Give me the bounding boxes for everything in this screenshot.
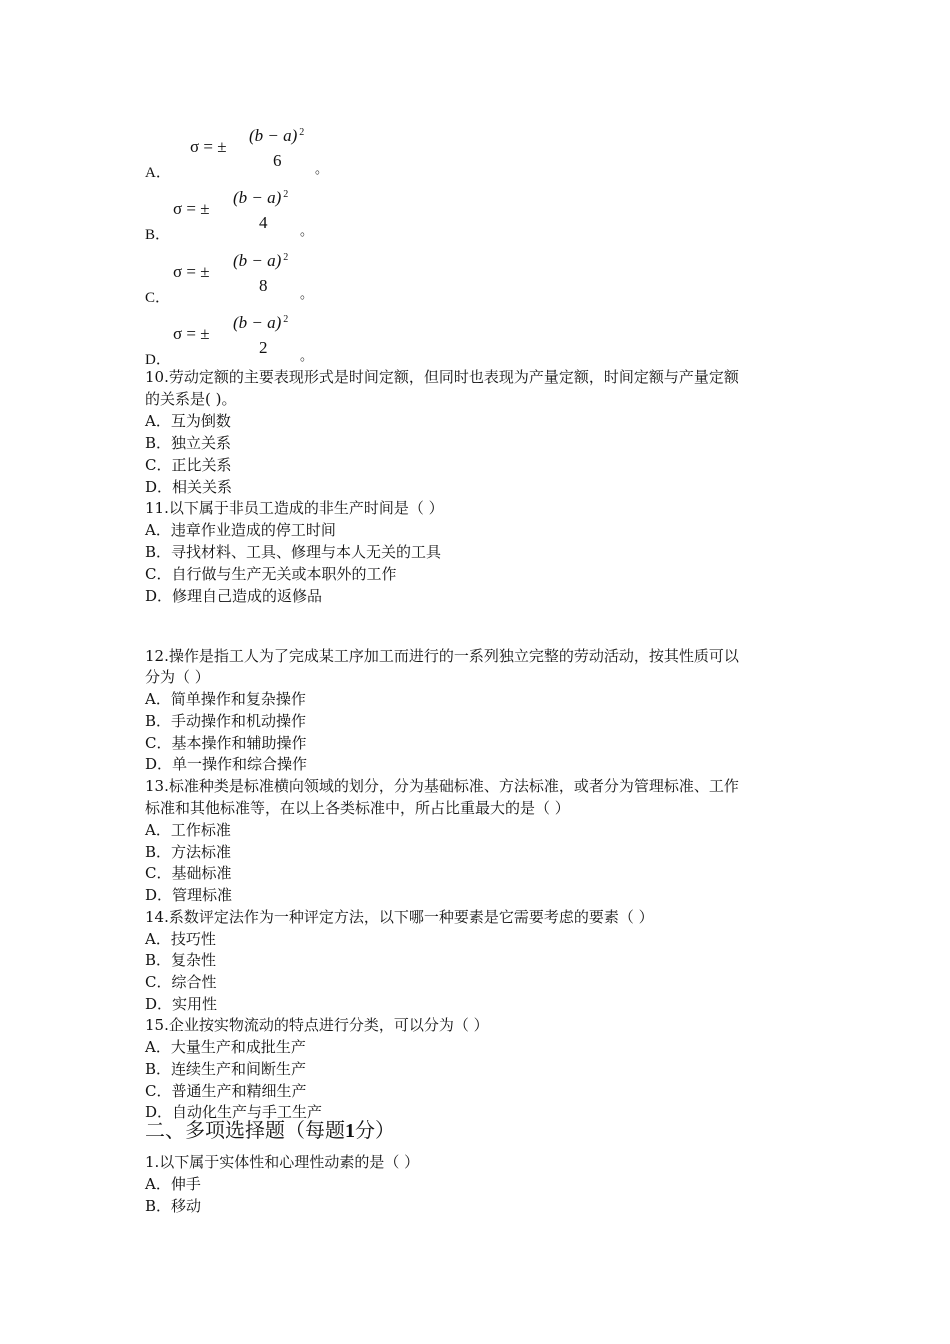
- question-12-stem: 12.操作是指工人为了完成某工序加工而进行的一系列独立完整的劳动活动，按其性质可以: [145, 647, 739, 665]
- option-c: C．基础标准: [145, 864, 232, 882]
- option-c: C．普通生产和精细生产: [145, 1082, 307, 1100]
- question-12-stem-cont: 分为（ ）: [145, 668, 210, 686]
- option-b: B．独立关系: [145, 434, 232, 452]
- option-d: D．管理标准: [145, 886, 233, 904]
- option-a: A．工作标准: [145, 821, 231, 839]
- formula-option-a: [145, 120, 445, 182]
- option-a: A．伸手: [145, 1175, 201, 1193]
- option-letter: B．: [145, 227, 171, 243]
- option-a: A．大量生产和成批生产: [145, 1038, 306, 1056]
- formula-end-mark: 。: [300, 223, 314, 238]
- option-a: A．互为倒数: [145, 412, 231, 430]
- question-10-stem-cont: 的关系是( )。: [145, 390, 237, 408]
- question-15-stem: 15.企业按实物流动的特点进行分类，可以分为（ ）: [145, 1016, 489, 1034]
- formula-denominator: 4: [259, 213, 268, 232]
- question-14-stem: 14.系数评定法作为一种评定方法，以下哪一种要素是它需要考虑的要素（ ）: [145, 908, 654, 926]
- option-c: C．综合性: [145, 973, 217, 991]
- question-10-stem: 10.劳动定额的主要表现形式是时间定额，但同时也表现为产量定额，时间定额与产量定额: [145, 368, 739, 386]
- formula-denominator: 8: [259, 276, 268, 295]
- option-b: B．手动操作和机动操作: [145, 712, 307, 730]
- formula-end-mark: 。: [315, 161, 329, 176]
- option-b: B．复杂性: [145, 951, 217, 969]
- option-a: A．简单操作和复杂操作: [145, 690, 306, 708]
- formula-option-c: [145, 245, 445, 307]
- option-c: C．自行做与生产无关或本职外的工作: [145, 565, 397, 583]
- formula-option-b: [145, 182, 445, 244]
- question-11-stem: 11.以下属于非员工造成的非生产时间是（ ）: [145, 499, 444, 517]
- section-heading: 二、多项选择题（每题1分）: [145, 1118, 395, 1142]
- option-c: C．基本操作和辅助操作: [145, 734, 307, 752]
- option-b: B．连续生产和间断生产: [145, 1060, 307, 1078]
- formula-lhs: σ = ±: [173, 262, 210, 281]
- formula-numerator: (b − a) $^2$: [233, 251, 289, 270]
- formula-end-mark: 。: [300, 286, 314, 301]
- option-letter: C．: [145, 290, 171, 306]
- formula-denominator: 6: [273, 151, 282, 170]
- formula-denominator: 2: [259, 338, 268, 357]
- formula-numerator: (b − a) $^2$: [233, 188, 289, 207]
- option-d: D．相关关系: [145, 478, 233, 496]
- formula-lhs: σ = ±: [190, 137, 227, 156]
- question-13-stem: 13.标准种类是标准横向领域的划分，分为基础标准、方法标准，或者分为管理标准、工作: [145, 777, 739, 795]
- formula-lhs: σ = ±: [173, 324, 210, 343]
- option-d: D．实用性: [145, 995, 218, 1013]
- formula-end-mark: 。: [300, 348, 314, 363]
- option-d: D．单一操作和综合操作: [145, 755, 308, 773]
- multi-question-1-stem: 1.以下属于实体性和心理性动素的是（ ）: [145, 1153, 420, 1171]
- option-a: A．违章作业造成的停工时间: [145, 521, 336, 539]
- option-c: C．正比关系: [145, 456, 232, 474]
- option-b: B．方法标准: [145, 843, 232, 861]
- option-d: D．修理自己造成的返修品: [145, 587, 323, 605]
- option-d: D．自动化生产与手工生产: [145, 1103, 323, 1121]
- option-letter: D．: [145, 352, 171, 368]
- formula-numerator: (b − a) $^2$: [249, 126, 305, 145]
- option-a: A．技巧性: [145, 930, 216, 948]
- formula-option-d: [145, 307, 445, 369]
- option-letter: A．: [145, 165, 171, 181]
- formula-numerator: (b − a) $^2$: [233, 313, 289, 332]
- option-b: B．寻找材料、工具、修理与本人无关的工具: [145, 543, 442, 561]
- question-13-stem-cont: 标准和其他标准等，在以上各类标准中，所占比重最大的是（ ）: [145, 799, 570, 817]
- option-b: B．移动: [145, 1197, 202, 1215]
- formula-lhs: σ = ±: [173, 199, 210, 218]
